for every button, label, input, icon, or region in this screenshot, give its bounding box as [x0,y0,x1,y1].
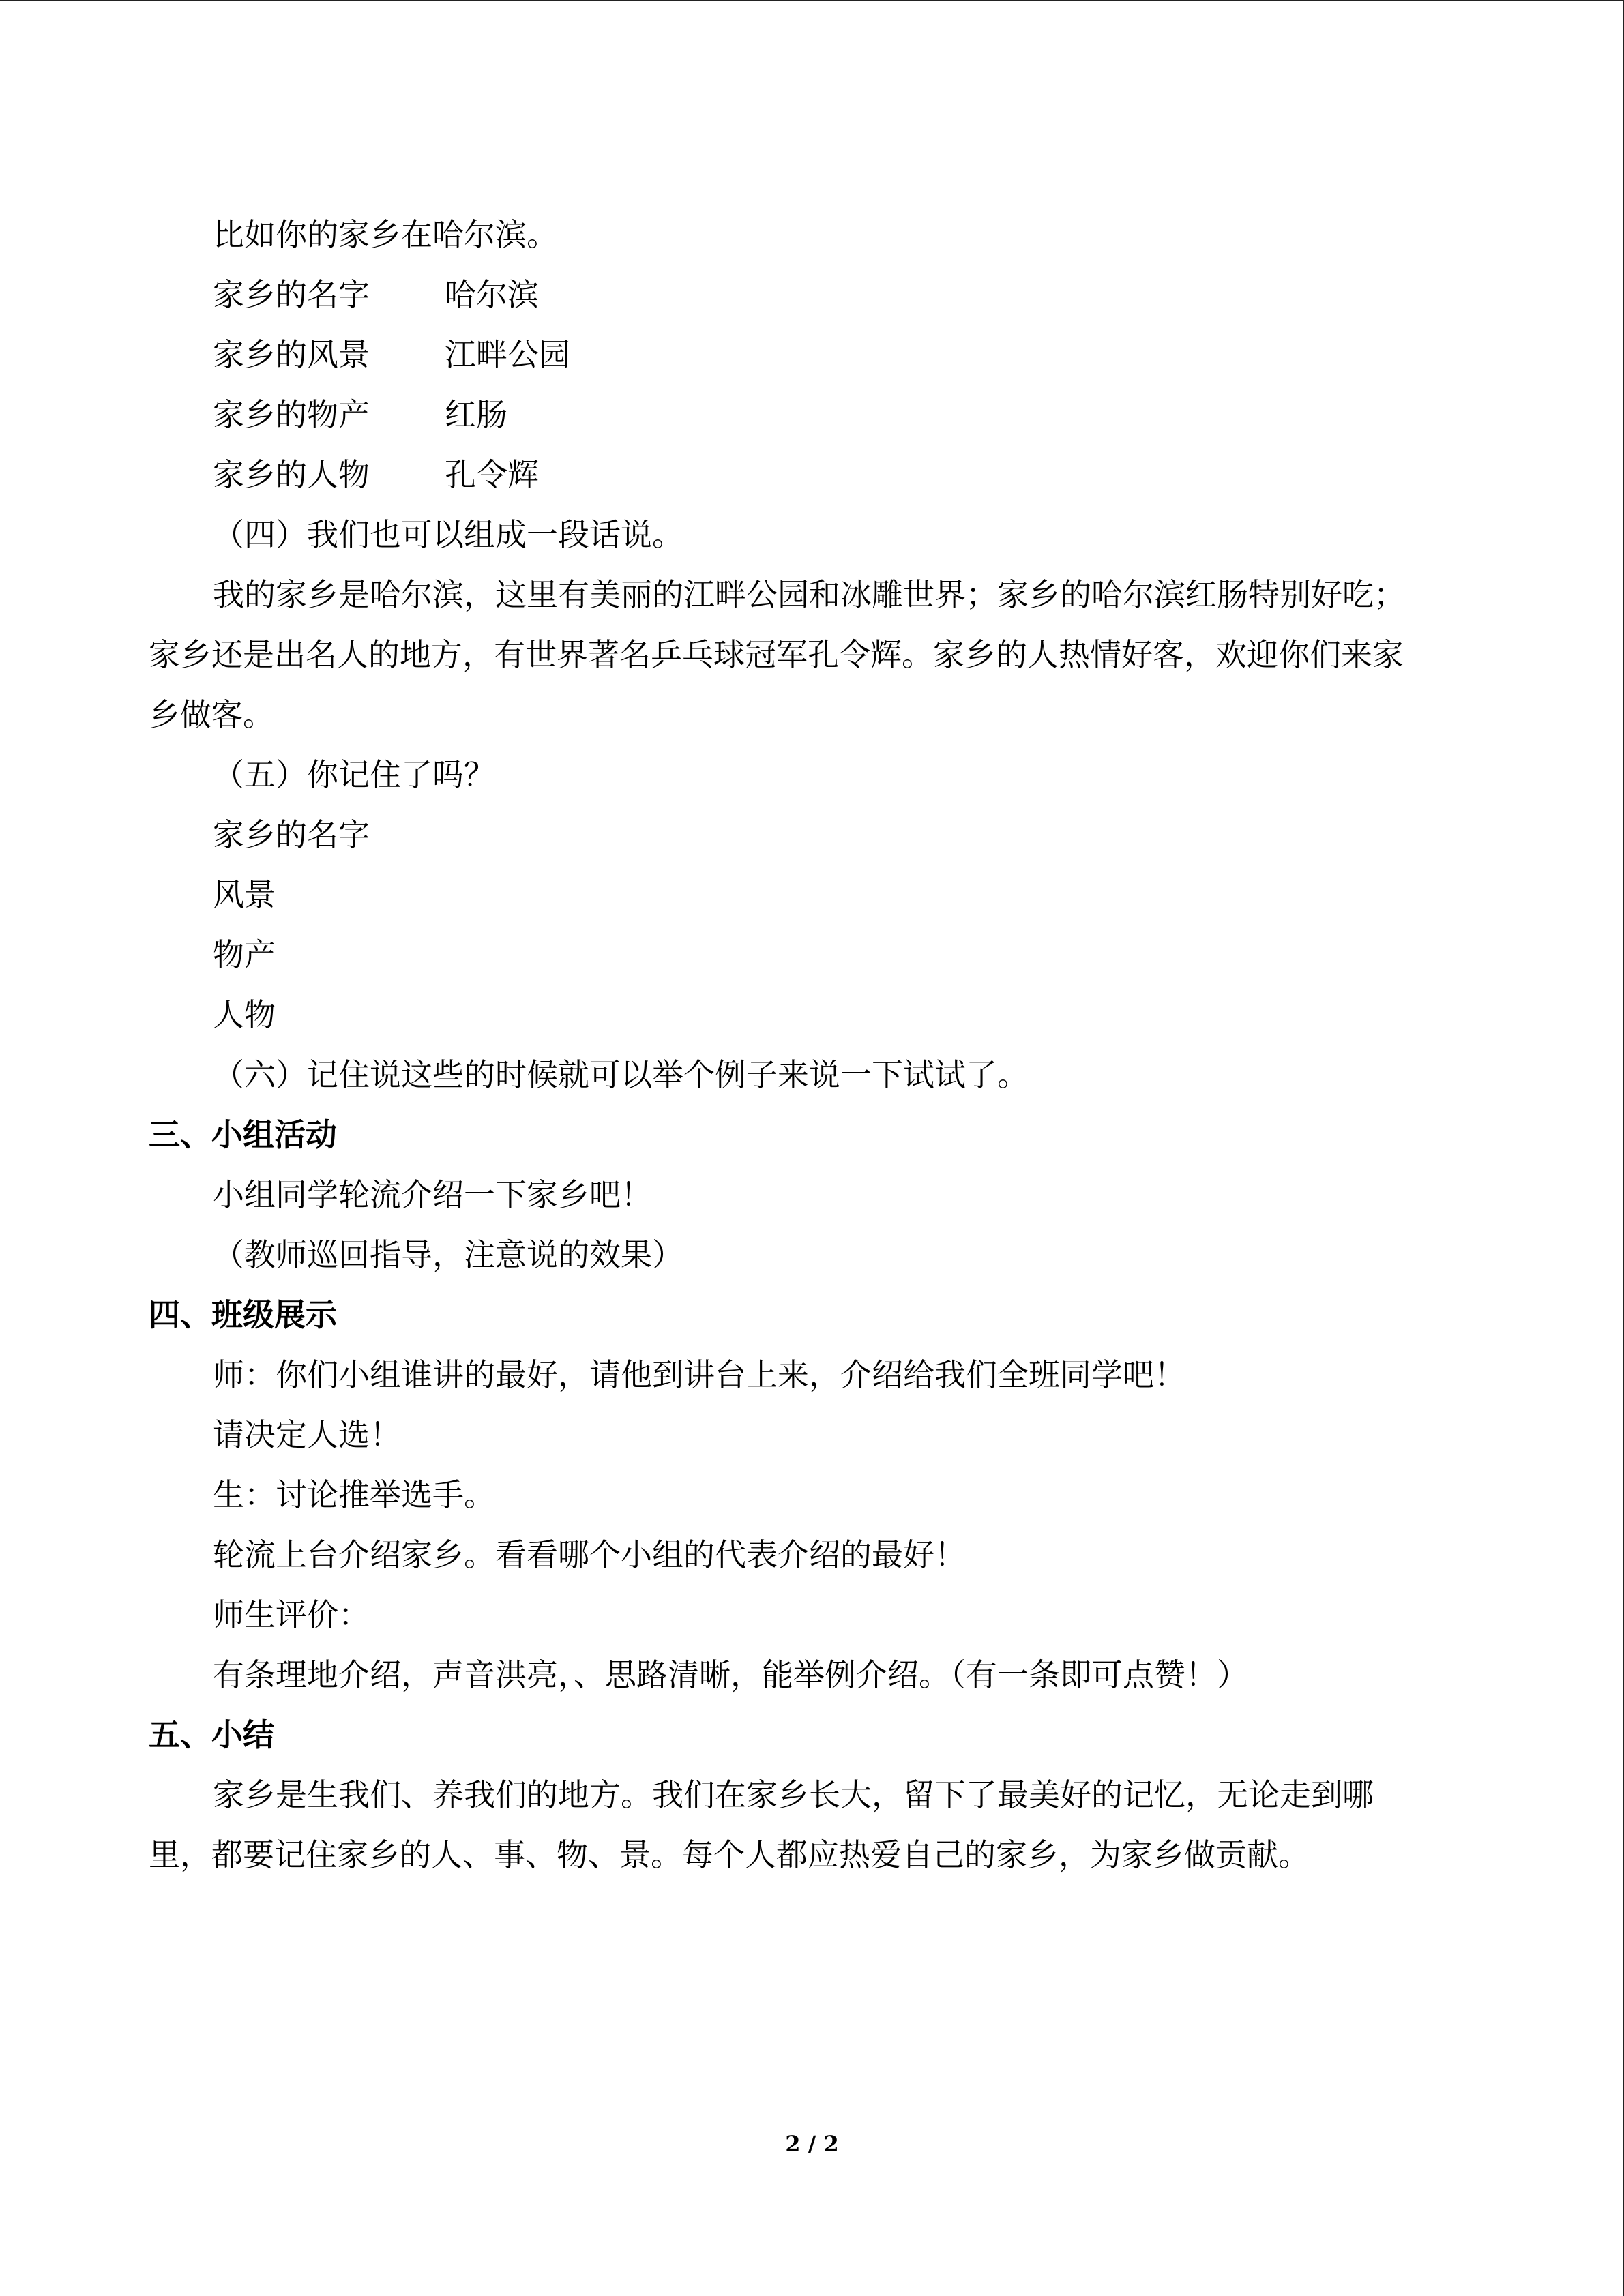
page-top-border [0,0,1624,1]
section3-line: （教师巡回指导，注意说的效果） [213,1236,683,1273]
pair-label: 家乡的名字 [213,276,370,313]
pair-row-name [213,274,539,315]
pair-row-person [213,454,539,495]
pair-value: 孔令辉 [445,456,539,493]
intro-line: 比如你的家乡在哈尔滨。 [213,216,558,253]
step4-paragraph-line: 我的家乡是哈尔滨，这里有美丽的江畔公园和冰雕世界；家乡的哈尔滨红肠特别好吃； [213,576,1405,613]
step5-item: 物产 [213,936,276,973]
step4-paragraph-line: 乡做客。 [149,696,274,733]
section4-heading: 四、班级展示 [149,1296,337,1333]
section5-line: 里，都要记住家乡的人、事、物、景。每个人都应热爱自己的家乡，为家乡做贡献。 [149,1836,1310,1873]
section3-heading: 三、小组活动 [149,1116,337,1153]
section3-line: 小组同学轮流介绍一下家乡吧！ [213,1176,652,1213]
section4-line: 有条理地介绍，声音洪亮，、思路清晰，能举例介绍。（有一条即可点赞！） [213,1656,1248,1693]
pair-value: 红肠 [445,396,507,433]
step5-item: 人物 [213,996,276,1033]
section4-line: 师：你们小组谁讲的最好，请他到讲台上来，介绍给我们全班同学吧！ [213,1356,1185,1393]
page-number: 2 / 2 [785,2131,839,2157]
step5-item: 家乡的名字 [213,816,370,853]
section5-heading: 五、小结 [149,1716,274,1753]
section4-line: 师生评价： [213,1596,370,1633]
pair-row-scenery [213,334,570,375]
pair-value: 江畔公园 [445,336,570,373]
section5-line: 家乡是生我们、养我们的地方。我们在家乡长大，留下了最美好的记忆，无论走到哪 [213,1776,1374,1813]
step4-title: （四）我们也可以组成一段话说。 [213,516,683,553]
pair-row-produce [213,394,507,435]
step5-item: 风景 [213,876,276,913]
pair-value: 哈尔滨 [445,276,539,313]
pair-label: 家乡的风景 [213,336,370,373]
section4-line: 生：讨论推举选手。 [213,1476,495,1513]
pair-label: 家乡的物产 [213,396,370,433]
section4-line: 请决定人选！ [213,1416,401,1453]
step5-title: （五）你记住了吗？ [213,756,495,793]
step4-paragraph-line: 家乡还是出名人的地方，有世界著名乒乓球冠军孔令辉。家乡的人热情好客，欢迎你们来家 [149,636,1404,673]
step6-title: （六）记住说这些的时候就可以举个例子来说一下试试了。 [213,1056,1029,1093]
section4-line: 轮流上台介绍家乡。看看哪个小组的代表介绍的最好！ [213,1536,966,1573]
pair-label: 家乡的人物 [213,456,370,493]
